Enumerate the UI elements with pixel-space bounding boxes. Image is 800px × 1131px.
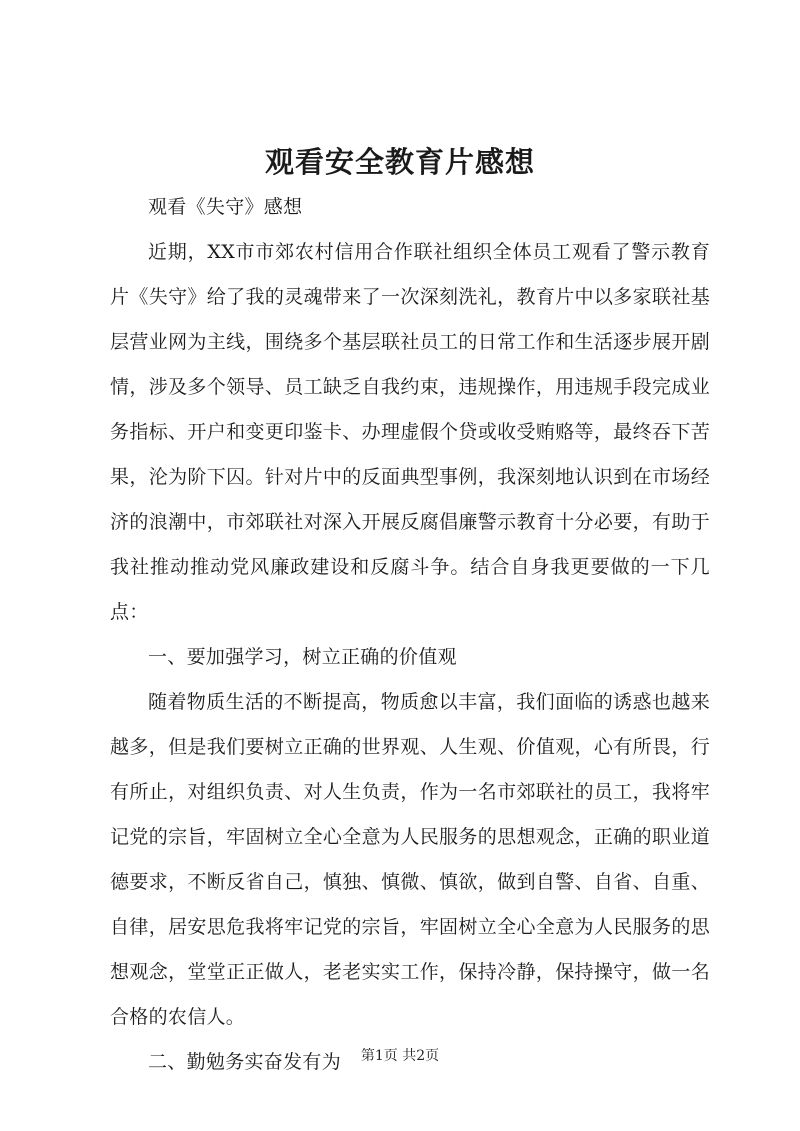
section-heading-2: 二、勤勉务实奋发有为 <box>148 1051 342 1073</box>
document-body <box>110 185 710 1085</box>
section-1-paragraph: 随着物质生活的不断提高，物质愈以丰富，我们面临的诱惑也越来越多，但是我们要树立正确的世界观、人生观、价值观，心有所畏，行有所止，对组织负责、对人生负责，作为一名市郊联社的员工，我将牢记党的宗旨，牢固树立全心全意为人民服务的思想观念，正确的职业道德要求，不断反省自己，慎独、慎微、慎欲，做到自警、自省、自重、自律，居安思危我将牢记党的宗旨，牢固树立全心全意为人民服务的思想观念，堂堂正正做人，老老实实工作，保持冷静，保持操守，做一名合格的农信人。 <box>110 691 710 1028</box>
intro-paragraph: 近期，XX市市郊农村信用合作联社组织全体员工观看了警示教育片《失守》给了我的灵魂带来了一次深刻洗礼，教育片中以多家联社基层营业网为主线，围绕多个基层联社员工的日常工作和生活逐步展开剧情，涉及多个领导、员工缺乏自我约束，违规操作，用违规手段完成业务指标、开户和变更印鉴卡、办理虚假个贷或收受贿赂等，最终吞下苦果，沦为阶下囚。针对片中的反面典型事例，我深刻地认识到在市场经济的浪潮中，市郊联社对深入开展反腐倡廉警示教育十分必要，有助于我社推动推动党风廉政建设和反腐斗争。结合自身我更要做的一下几点： <box>110 241 710 623</box>
page-title: 观看安全教育片感想 <box>264 145 535 179</box>
page-footer: 第1页 共2页 <box>360 1048 440 1064</box>
subtitle-paragraph: 观看《失守》感想 <box>148 196 303 218</box>
section-heading-1: 一、要加强学习，树立正确的价值观 <box>148 646 457 668</box>
